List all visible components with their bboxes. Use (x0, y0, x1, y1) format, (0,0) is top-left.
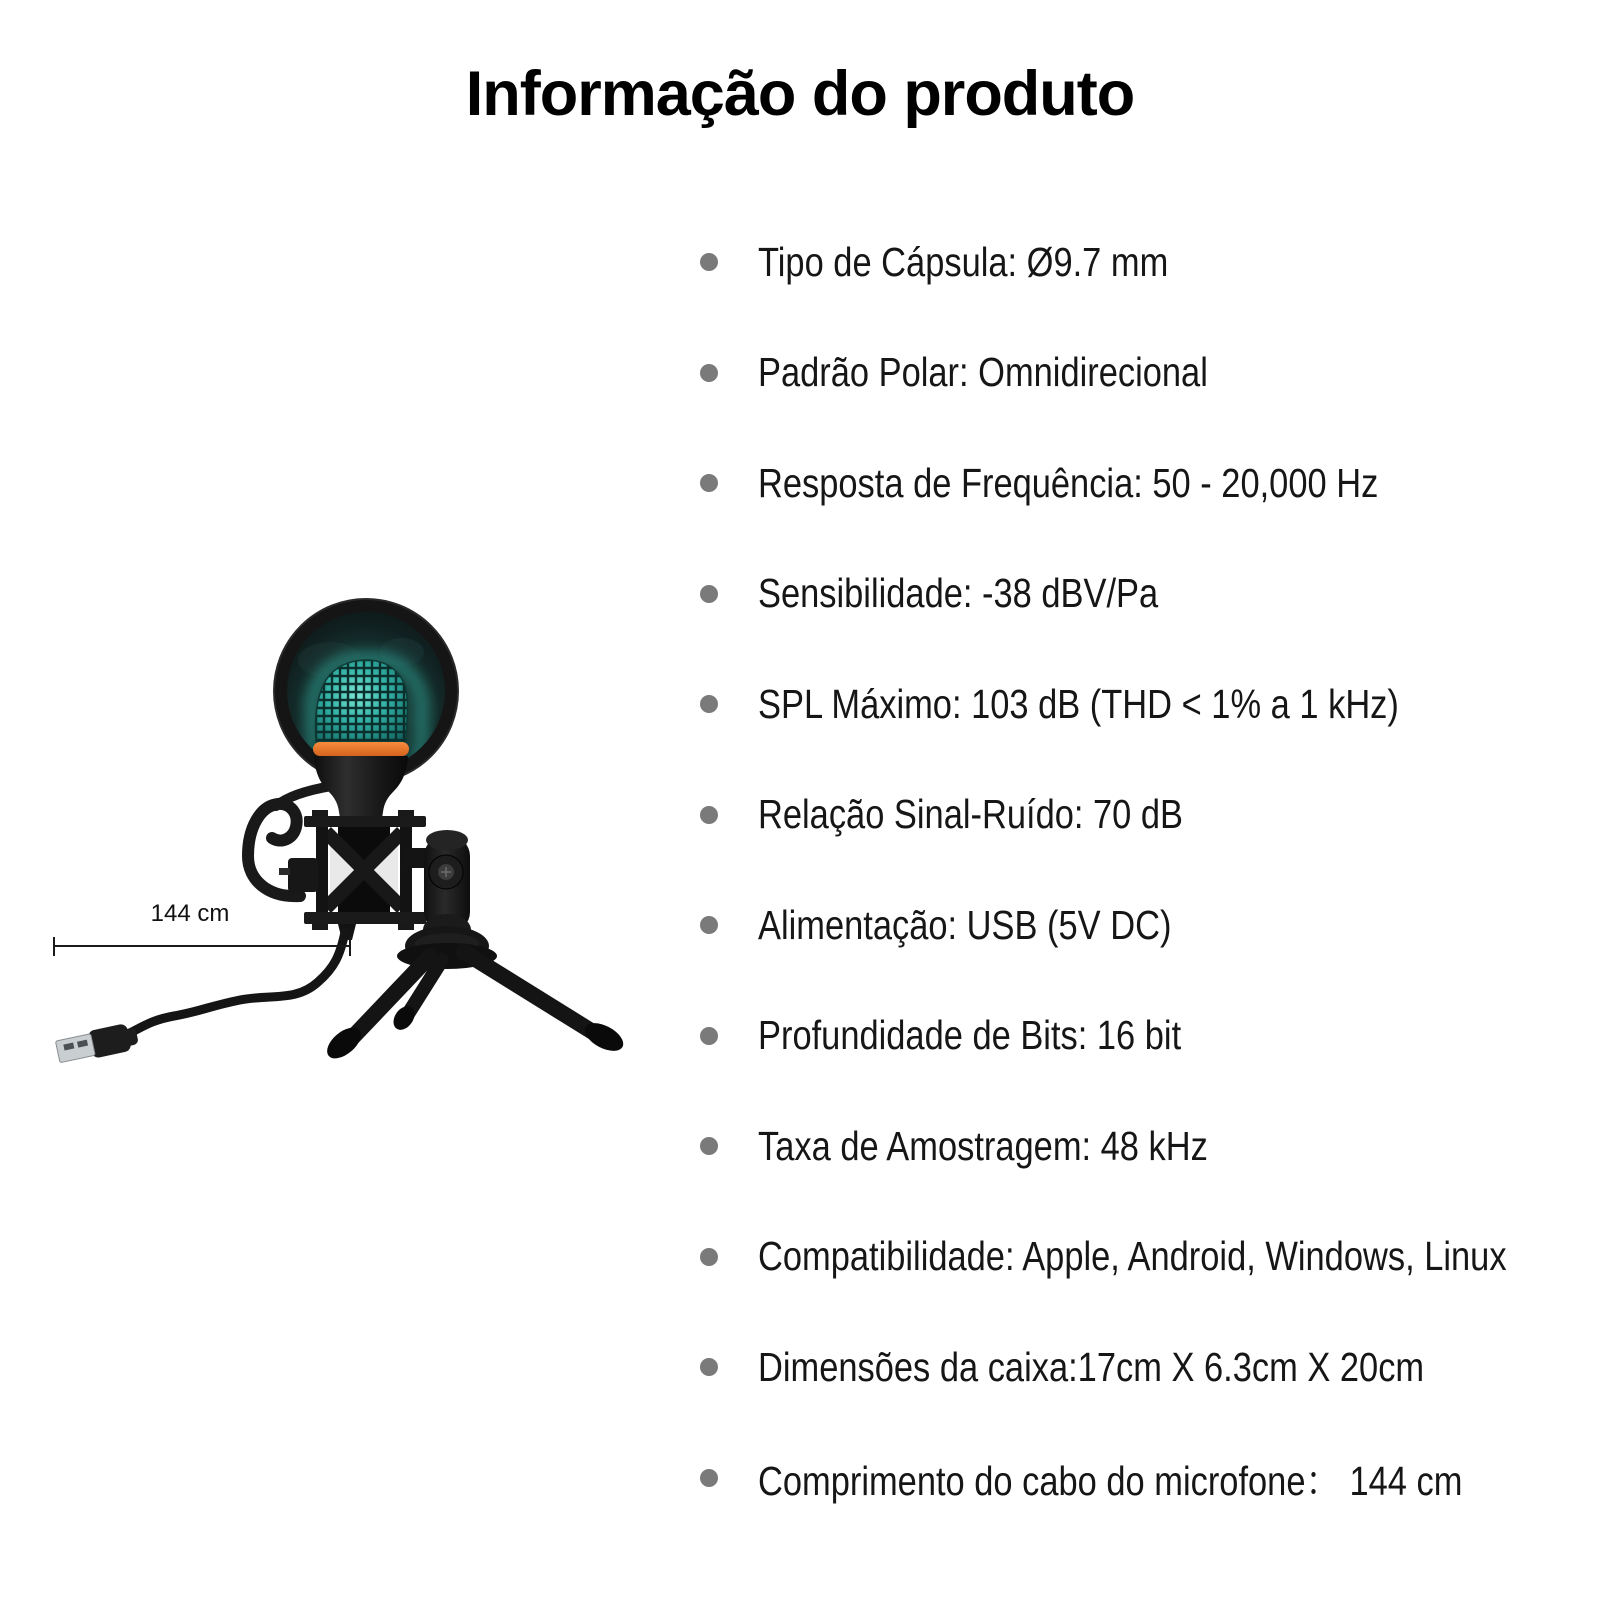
bullet-dot-icon (700, 1027, 718, 1045)
bullet-dot-icon (700, 1248, 718, 1266)
spec-item-text: Comprimento do cabo do microfone： 144 cm (758, 1458, 1463, 1505)
spec-item (700, 1202, 1600, 1313)
spec-item (700, 428, 1600, 539)
bullet-dot-icon (700, 1469, 718, 1487)
spec-item-text: Taxa de Amostragem: 48 kHz (758, 1122, 1208, 1169)
spec-item-text: Sensibilidade: -38 dBV/Pa (758, 570, 1159, 617)
spec-item (700, 649, 1600, 760)
bullet-dot-icon (700, 585, 718, 603)
bullet-dot-icon (700, 916, 718, 934)
microphone-illustration (0, 560, 680, 1140)
spec-item-text: Alimentação: USB (5V DC) (758, 901, 1172, 948)
spec-item-text: Compatibilidade: Apple, Android, Windows, Linux (758, 1233, 1507, 1280)
cable-length-label: 144 cm (150, 900, 230, 927)
bullet-dot-icon (700, 695, 718, 713)
bullet-dot-icon (700, 364, 718, 382)
spec-item-text: Relação Sinal-Ruído: 70 dB (758, 791, 1184, 838)
spec-item (700, 207, 1600, 318)
bullet-dot-icon (700, 1137, 718, 1155)
spec-item-text: SPL Máximo: 103 dB (THD < 1% a 1 kHz) (758, 680, 1399, 727)
mic-orange-ring (313, 742, 409, 756)
bullet-dot-icon (700, 253, 718, 271)
measurement-tick-right (349, 937, 351, 956)
usb-plug (55, 1021, 140, 1065)
bullet-dot-icon (700, 1358, 718, 1376)
bullet-dot-icon (700, 474, 718, 492)
measurement-tick-left (53, 937, 55, 956)
spec-item (700, 760, 1600, 871)
spec-item (700, 981, 1600, 1092)
usb-cable (128, 932, 345, 1034)
spec-item-text: Resposta de Frequência: 50 - 20,000 Hz (758, 459, 1379, 506)
spec-item (700, 870, 1600, 981)
spec-item (700, 1091, 1600, 1202)
spec-list (700, 207, 1600, 1533)
tripod (322, 914, 628, 1064)
spec-item (700, 1312, 1600, 1423)
mic-body (314, 756, 408, 818)
bullet-dot-icon (700, 806, 718, 824)
spec-item (700, 1423, 1600, 1534)
spec-item-text: Dimensões da caixa:17cm X 6.3cm X 20cm (758, 1343, 1425, 1390)
spec-item-text: Padrão Polar: Omnidirecional (758, 349, 1208, 396)
spec-item (700, 318, 1600, 429)
spec-item (700, 539, 1600, 650)
product-image (0, 560, 680, 1140)
page-title: Informação do produto (465, 59, 1135, 129)
spec-item-text: Profundidade de Bits: 16 bit (758, 1012, 1182, 1059)
spec-item-text: Tipo de Cápsula: Ø9.7 mm (758, 238, 1169, 285)
measurement-line (53, 945, 351, 947)
